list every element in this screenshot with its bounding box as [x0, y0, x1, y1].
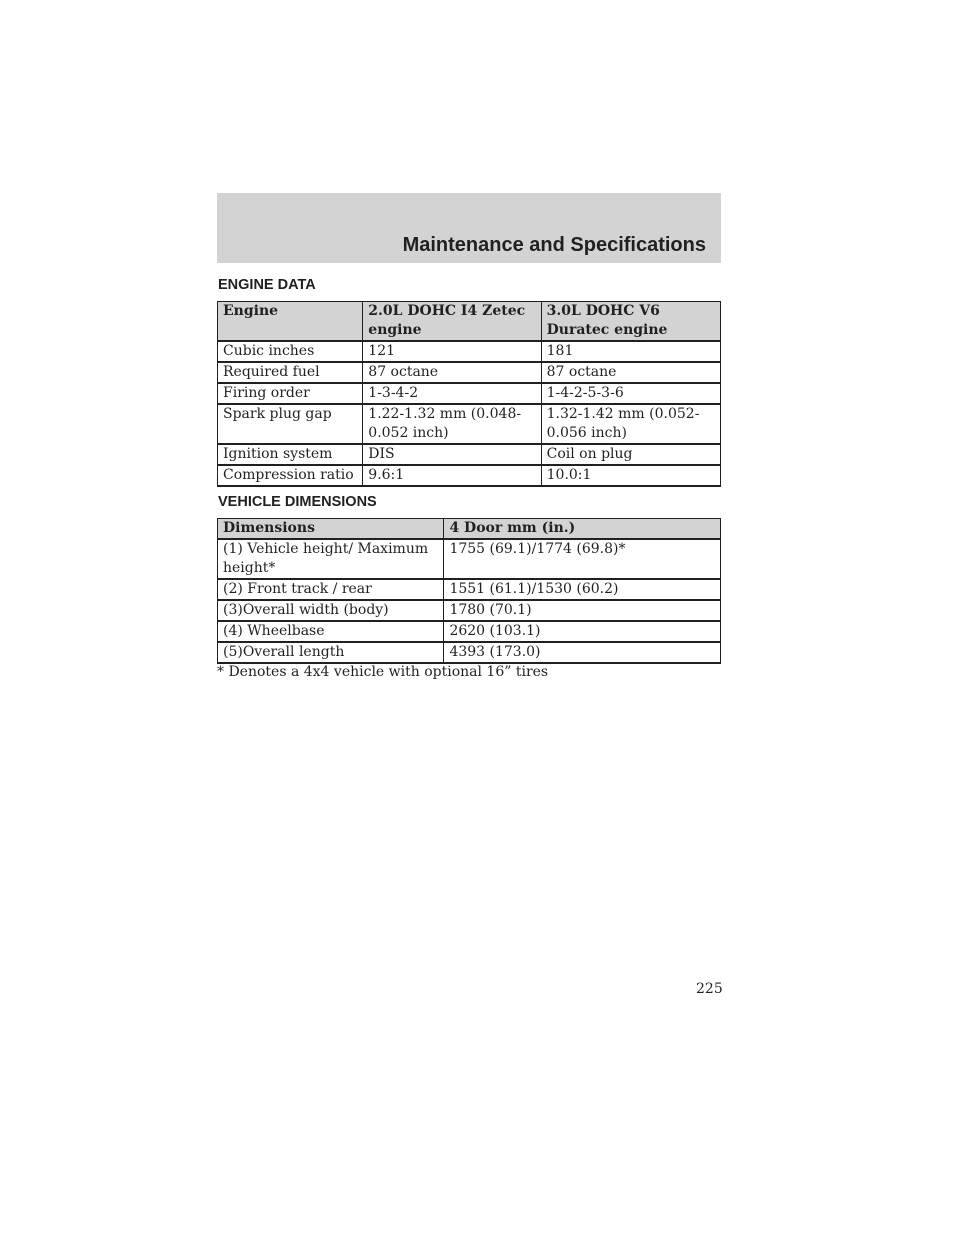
page-number: 225 — [696, 981, 723, 997]
table-cell: 87 octane — [363, 362, 541, 383]
table-cell: 1-4-2-5-3-6 — [541, 383, 720, 404]
engine-data-heading: ENGINE DATA — [218, 277, 316, 293]
table-cell: Spark plug gap — [218, 404, 363, 444]
table-cell: 9.6:1 — [363, 465, 541, 486]
table-cell: 1.32-1.42 mm (0.052-0.056 inch) — [541, 404, 720, 444]
table-cell: 181 — [541, 341, 720, 362]
column-header: Engine — [218, 302, 363, 342]
table-header-row — [218, 519, 721, 540]
table-cell: (1) Vehicle height/ Maximum height* — [218, 539, 444, 579]
table-cell: 87 octane — [541, 362, 720, 383]
column-header: Dimensions — [218, 519, 444, 540]
table-cell: Cubic inches — [218, 341, 363, 362]
table-row — [218, 362, 721, 383]
table-header-row — [218, 302, 721, 342]
engine-data-table — [217, 301, 721, 487]
table-cell: (5)Overall length — [218, 642, 444, 663]
footnote: * Denotes a 4x4 vehicle with optional 16” tires — [217, 664, 549, 680]
table-cell: Compression ratio — [218, 465, 363, 486]
table-cell: Ignition system — [218, 444, 363, 465]
table-cell: Required fuel — [218, 362, 363, 383]
table-cell: 1-3-4-2 — [363, 383, 541, 404]
column-header: 3.0L DOHC V6 Duratec engine — [541, 302, 720, 342]
table-cell: 1755 (69.1)/1774 (69.8)* — [444, 539, 721, 579]
column-header: 4 Door mm (in.) — [444, 519, 721, 540]
table-row — [218, 642, 721, 663]
section-header-band — [217, 193, 721, 263]
table-row — [218, 341, 721, 362]
vehicle-dimensions-table — [217, 518, 721, 664]
table-cell: (2) Front track / rear — [218, 579, 444, 600]
table-cell: 1780 (70.1) — [444, 600, 721, 621]
table-cell: Coil on plug — [541, 444, 720, 465]
table-cell: (3)Overall width (body) — [218, 600, 444, 621]
table-cell: 1.22-1.32 mm (0.048-0.052 inch) — [363, 404, 541, 444]
section-title: Maintenance and Specifications — [402, 234, 706, 256]
table-row — [218, 444, 721, 465]
vehicle-dimensions-heading: VEHICLE DIMENSIONS — [218, 494, 377, 510]
table-cell: DIS — [363, 444, 541, 465]
table-row — [218, 404, 721, 444]
table-cell: 1551 (61.1)/1530 (60.2) — [444, 579, 721, 600]
table-cell: 4393 (173.0) — [444, 642, 721, 663]
column-header: 2.0L DOHC I4 Zetec engine — [363, 302, 541, 342]
table-row — [218, 383, 721, 404]
table-row — [218, 600, 721, 621]
table-row — [218, 579, 721, 600]
table-row — [218, 465, 721, 486]
table-cell: (4) Wheelbase — [218, 621, 444, 642]
table-row — [218, 539, 721, 579]
table-cell: 121 — [363, 341, 541, 362]
table-cell: Firing order — [218, 383, 363, 404]
table-cell: 10.0:1 — [541, 465, 720, 486]
table-row — [218, 621, 721, 642]
table-cell: 2620 (103.1) — [444, 621, 721, 642]
